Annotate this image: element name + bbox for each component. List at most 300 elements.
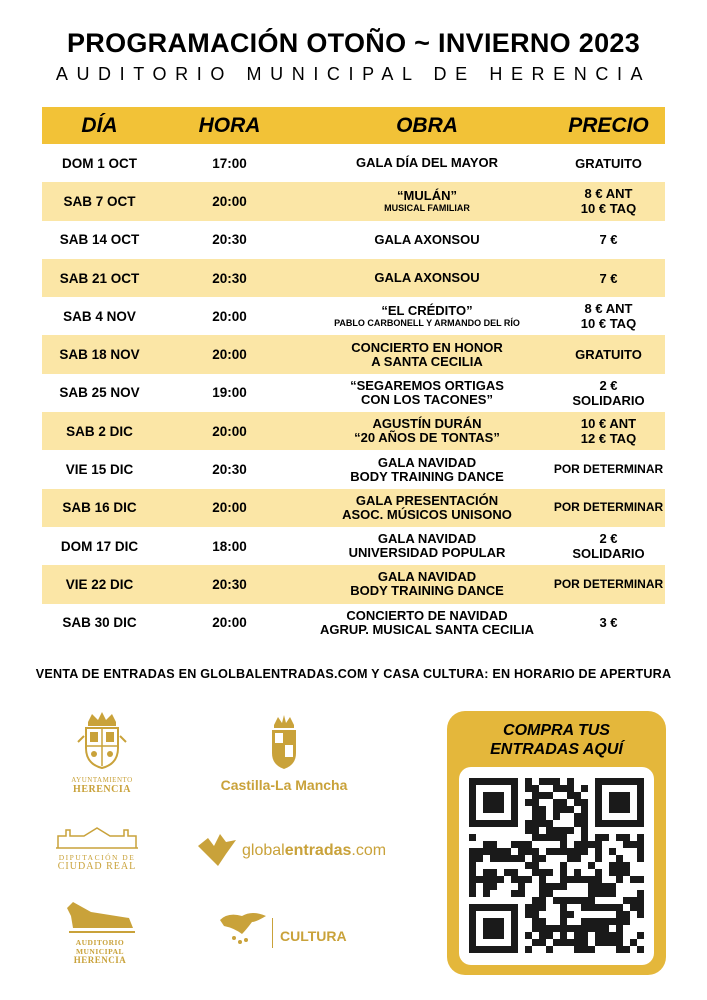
logo-text-line: HERENCIA [73, 784, 131, 795]
qr-module [560, 911, 567, 918]
qr-module [511, 855, 518, 862]
qr-module [637, 911, 644, 918]
qr-module [616, 869, 623, 876]
cell-hora: 20:00 [212, 615, 247, 631]
table-row [42, 527, 665, 565]
globalentradas-logo [196, 832, 387, 872]
qr-module [567, 848, 574, 855]
qr-module [609, 918, 616, 925]
obra-line: “MULÁN” [397, 187, 457, 203]
precio-line: SOLIDARIO [572, 392, 645, 408]
qr-module [518, 883, 525, 890]
qr-module [623, 834, 630, 841]
crest-icon [268, 715, 300, 771]
globalentradas-part-2: entradas [284, 842, 352, 859]
qr-module [595, 834, 602, 841]
qr-code-icon[interactable] [459, 767, 654, 965]
table-row [42, 335, 665, 373]
qr-module [616, 855, 623, 862]
qr-module [560, 834, 567, 841]
obra-line: UNIVERSIDAD POPULAR [348, 545, 506, 561]
qr-module [525, 799, 532, 806]
qr-module [581, 946, 588, 953]
diputacion-ciudad-real-logo [52, 826, 142, 871]
qr-module [532, 939, 539, 946]
cell-obra [302, 570, 552, 598]
qr-module [532, 897, 539, 904]
qr-module [532, 785, 539, 792]
obra-line: AGUSTÍN DURÁN [372, 416, 482, 432]
qr-module [623, 918, 630, 925]
qr-module [518, 848, 525, 855]
qr-module [469, 890, 476, 897]
qr-module [616, 939, 623, 946]
cell-precio [552, 301, 665, 331]
obra-line: CON LOS TACONES” [361, 391, 493, 407]
qr-module [532, 855, 539, 862]
qr-module [581, 827, 588, 834]
obra-line: A SANTA CECILIA [371, 353, 483, 369]
logo-text-line: HERENCIA [73, 955, 127, 965]
cell-obra [302, 609, 552, 637]
qr-module [602, 834, 609, 841]
qr-module [567, 925, 574, 932]
qr-module [623, 841, 630, 848]
qr-module [581, 876, 588, 883]
precio-line: 12 € TAQ [580, 431, 637, 447]
qr-module [567, 806, 574, 813]
qr-module [504, 855, 511, 862]
qr-module [630, 876, 637, 883]
qr-module [539, 918, 546, 925]
qr-module [525, 904, 532, 911]
qr-module [574, 841, 581, 848]
qr-module [490, 848, 497, 855]
column-header-precio: PRECIO [568, 113, 649, 137]
qr-module [539, 834, 546, 841]
qr-module [637, 890, 644, 897]
qr-module [539, 855, 546, 862]
cultura-label: CULTURA [280, 928, 347, 944]
qr-module [574, 939, 581, 946]
qr-module [574, 820, 581, 827]
qr-module [546, 848, 553, 855]
qr-purchase-box [447, 711, 666, 975]
globalentradas-part-1: global [242, 842, 285, 859]
qr-module [497, 876, 504, 883]
column-header-dia: DÍA [81, 113, 118, 137]
cell-dia: SAB 21 OCT [59, 270, 140, 286]
qr-module [469, 869, 476, 876]
cell-hora: 20:30 [212, 270, 247, 286]
qr-caption [447, 721, 666, 759]
obra-line: “SEGAREMOS ORTIGAS [350, 377, 504, 393]
obra-subtitle: PABLO CARBONELL Y ARMANDO DEL RÍO [334, 317, 520, 328]
obra-line: GALA NAVIDAD [377, 531, 477, 547]
obra-line: ASOC. MÚSICOS UNISONO [342, 506, 512, 522]
qr-module [637, 897, 644, 904]
cell-precio [552, 378, 665, 408]
qr-module [518, 876, 525, 883]
qr-module [588, 841, 595, 848]
cell-dia: SAB 30 DIC [62, 615, 137, 631]
cell-hora: 19:00 [212, 385, 247, 401]
qr-module [630, 904, 637, 911]
globalentradas-part-3: .com [351, 842, 387, 859]
qr-module [560, 918, 567, 925]
qr-module [546, 869, 553, 876]
qr-module [504, 848, 511, 855]
logo-text-line: AUDITORIO [75, 938, 125, 947]
qr-module [567, 897, 574, 904]
qr-module [567, 911, 574, 918]
qr-module [588, 883, 595, 890]
cell-obra [302, 189, 552, 214]
qr-module [532, 792, 539, 799]
globalentradas-wordmark [242, 842, 386, 860]
qr-module [532, 925, 539, 932]
logo-text-line: MUNICIPAL [75, 947, 125, 956]
qr-module [546, 890, 553, 897]
qr-module [546, 792, 553, 799]
table-row [42, 604, 665, 642]
cell-hora: 20:00 [212, 193, 247, 209]
qr-module [630, 897, 637, 904]
ticket-sales-note: VENTA DE ENTRADAS EN GLOLBALENTRADAS.COM Y CASA CULTURA: EN HORARIO DE APERTURA [35, 667, 672, 681]
qr-module [553, 785, 560, 792]
qr-module [553, 778, 560, 785]
qr-module [595, 925, 602, 932]
precio-line: POR DETERMINAR [553, 500, 664, 515]
qr-module [595, 904, 602, 911]
qr-module [581, 932, 588, 939]
qr-module [546, 932, 553, 939]
castilla-logo-text: Castilla-La Mancha [220, 777, 348, 793]
qr-code-panel[interactable] [459, 767, 654, 965]
qr-module [595, 876, 602, 883]
qr-module [609, 939, 616, 946]
qr-module [546, 820, 553, 827]
cell-hora: 20:30 [212, 576, 247, 592]
obra-line: CONCIERTO EN HONOR [351, 339, 503, 355]
qr-module [616, 862, 623, 869]
cell-hora: 20:30 [212, 232, 247, 248]
qr-module [525, 827, 532, 834]
qr-module [560, 939, 567, 946]
precio-line: 2 € [599, 531, 618, 547]
qr-module [490, 883, 497, 890]
obra-line: GALA PRESENTACIÓN [355, 492, 499, 508]
qr-module [581, 939, 588, 946]
qr-module [525, 876, 532, 883]
qr-module [469, 876, 476, 883]
qr-module [539, 869, 546, 876]
cell-obra [302, 271, 552, 285]
qr-module [560, 806, 567, 813]
qr-module [588, 946, 595, 953]
ayuntamiento-herencia-logo [62, 712, 142, 794]
qr-module [546, 883, 553, 890]
qr-module [588, 904, 595, 911]
qr-module [539, 778, 546, 785]
cell-dia: SAB 14 OCT [59, 232, 140, 248]
cell-precio [552, 462, 665, 477]
qr-module [546, 778, 553, 785]
qr-module [539, 883, 546, 890]
qr-module [637, 841, 644, 848]
qr-module [532, 904, 539, 911]
qr-module [588, 897, 595, 904]
qr-module [497, 855, 504, 862]
qr-module [539, 939, 546, 946]
cell-hora: 17:00 [212, 155, 247, 171]
precio-line: POR DETERMINAR [553, 576, 664, 591]
qr-module [595, 841, 602, 848]
qr-module [574, 792, 581, 799]
qr-module [581, 806, 588, 813]
precio-line: GRATUITO [575, 155, 642, 171]
qr-module [511, 869, 518, 876]
castilla-la-mancha-logo [218, 715, 350, 793]
qr-module [588, 890, 595, 897]
table-row [42, 565, 665, 603]
qr-module [546, 834, 553, 841]
qr-module [574, 848, 581, 855]
qr-module [623, 869, 630, 876]
cultura-logo [216, 910, 356, 960]
qr-module [525, 911, 532, 918]
table-row [42, 182, 665, 220]
qr-module [560, 876, 567, 883]
cell-dia: SAB 25 NOV [59, 385, 140, 401]
auditorium-icon [63, 898, 137, 934]
qr-module [525, 862, 532, 869]
qr-module [574, 946, 581, 953]
cell-obra [302, 532, 552, 560]
qr-finder-pattern [483, 792, 504, 813]
qr-finder-pattern [483, 918, 504, 939]
cell-hora: 20:00 [212, 423, 247, 439]
qr-module [560, 841, 567, 848]
qr-module [637, 946, 644, 953]
table-row [42, 221, 665, 259]
qr-module [588, 925, 595, 932]
qr-module [616, 918, 623, 925]
qr-module [595, 939, 602, 946]
cell-hora: 18:00 [212, 538, 247, 554]
cell-dia: VIE 22 DIC [65, 576, 134, 592]
cell-obra [302, 417, 552, 445]
qr-module [469, 834, 476, 841]
qr-module [616, 932, 623, 939]
qr-module [539, 897, 546, 904]
qr-module [539, 932, 546, 939]
cell-precio [552, 347, 665, 362]
qr-module [553, 799, 560, 806]
qr-module [637, 904, 644, 911]
precio-line: 2 € [599, 377, 618, 393]
qr-module [623, 897, 630, 904]
qr-module [623, 862, 630, 869]
page-subtitle: AUDITORIO MUNICIPAL DE HERENCIA [55, 64, 652, 84]
qr-module [567, 785, 574, 792]
qr-module [525, 820, 532, 827]
qr-module [476, 848, 483, 855]
qr-module [532, 820, 539, 827]
qr-module [504, 869, 511, 876]
table-row [42, 259, 665, 297]
qr-module [532, 848, 539, 855]
cell-obra [302, 379, 552, 407]
qr-module [560, 799, 567, 806]
obra-line: GALA DÍA DEL MAYOR [355, 155, 499, 171]
qr-module [581, 813, 588, 820]
qr-module [483, 869, 490, 876]
qr-module [581, 841, 588, 848]
qr-module [581, 848, 588, 855]
precio-line: 7 € [599, 270, 618, 286]
qr-module [602, 932, 609, 939]
qr-module [511, 841, 518, 848]
cell-hora: 20:30 [212, 462, 247, 478]
coat-of-arms-icon [74, 712, 130, 772]
cell-precio [552, 271, 665, 286]
qr-module [469, 848, 476, 855]
qr-module [553, 939, 560, 946]
qr-module [525, 848, 532, 855]
qr-module [553, 897, 560, 904]
qr-module [609, 862, 616, 869]
qr-module [567, 855, 574, 862]
qr-module [567, 778, 574, 785]
qr-module [616, 925, 623, 932]
qr-module [574, 799, 581, 806]
precio-line: 3 € [599, 615, 618, 631]
cultura-emblem-icon [216, 910, 272, 956]
qr-module [532, 911, 539, 918]
qr-module [511, 876, 518, 883]
qr-module [490, 855, 497, 862]
page-title: PROGRAMACIÓN OTOÑO ~ INVIERNO 2023 [66, 28, 641, 58]
qr-module [553, 806, 560, 813]
qr-module [532, 827, 539, 834]
cell-dia: SAB 7 OCT [63, 193, 136, 209]
qr-module [490, 869, 497, 876]
table-body [42, 144, 665, 642]
qr-module [490, 841, 497, 848]
qr-module [581, 785, 588, 792]
qr-module [574, 932, 581, 939]
cell-obra [302, 456, 552, 484]
obra-line: GALA NAVIDAD [377, 569, 477, 585]
cell-precio [552, 232, 665, 247]
obra-line: BODY TRAINING DANCE [350, 468, 504, 484]
cell-obra [302, 233, 552, 247]
qr-module [574, 855, 581, 862]
qr-module [581, 897, 588, 904]
qr-module [539, 876, 546, 883]
table-row [42, 144, 665, 182]
qr-module [637, 932, 644, 939]
qr-module [539, 890, 546, 897]
qr-module [581, 918, 588, 925]
qr-module [574, 869, 581, 876]
qr-module [609, 848, 616, 855]
qr-module [637, 876, 644, 883]
qr-module [581, 834, 588, 841]
logo-text-line: DIPUTACIÓN DE [58, 853, 136, 862]
qr-module [476, 876, 483, 883]
qr-module [581, 904, 588, 911]
qr-module [539, 813, 546, 820]
qr-module [532, 834, 539, 841]
qr-module [483, 841, 490, 848]
qr-module [567, 939, 574, 946]
qr-module [476, 855, 483, 862]
qr-module [560, 932, 567, 939]
cell-obra [302, 341, 552, 369]
qr-module [525, 932, 532, 939]
qr-module [616, 904, 623, 911]
qr-module [546, 946, 553, 953]
qr-module [546, 925, 553, 932]
obra-subtitle: MUSICAL FAMILIAR [384, 202, 470, 213]
qr-module [539, 925, 546, 932]
cell-dia: SAB 16 DIC [62, 500, 137, 516]
qr-module [553, 925, 560, 932]
qr-finder-pattern [609, 792, 630, 813]
logo-text-line: CIUDAD REAL [57, 861, 137, 872]
qr-module [553, 827, 560, 834]
qr-module [616, 946, 623, 953]
obra-line: GALA AXONSOU [374, 270, 480, 286]
qr-module [609, 869, 616, 876]
qr-module [469, 855, 476, 862]
qr-module [560, 925, 567, 932]
cell-precio [552, 416, 665, 446]
qr-module [616, 834, 623, 841]
qr-module [546, 827, 553, 834]
table-header [42, 107, 665, 144]
qr-module [560, 897, 567, 904]
qr-module [595, 918, 602, 925]
qr-module [595, 855, 602, 862]
qr-module [609, 883, 616, 890]
precio-line: 8 € ANT [584, 301, 633, 317]
qr-module [469, 862, 476, 869]
qr-module [560, 827, 567, 834]
cell-hora: 20:00 [212, 308, 247, 324]
qr-module [532, 869, 539, 876]
qr-module [616, 876, 623, 883]
qr-module [630, 939, 637, 946]
column-header-obra: OBRA [396, 113, 458, 137]
auditorio-municipal-logo [56, 898, 144, 965]
cell-precio [552, 186, 665, 216]
qr-module [609, 890, 616, 897]
logo-text-line: AYUNTAMIENTO [71, 776, 133, 784]
qr-module [602, 925, 609, 932]
cell-obra [302, 304, 552, 329]
qr-module [539, 904, 546, 911]
qr-module [483, 883, 490, 890]
qr-module [532, 862, 539, 869]
cell-dia: DOM 17 DIC [60, 538, 139, 554]
qr-module [602, 883, 609, 890]
precio-line: 10 € ANT [580, 416, 637, 432]
qr-module [581, 925, 588, 932]
qr-module [469, 883, 476, 890]
